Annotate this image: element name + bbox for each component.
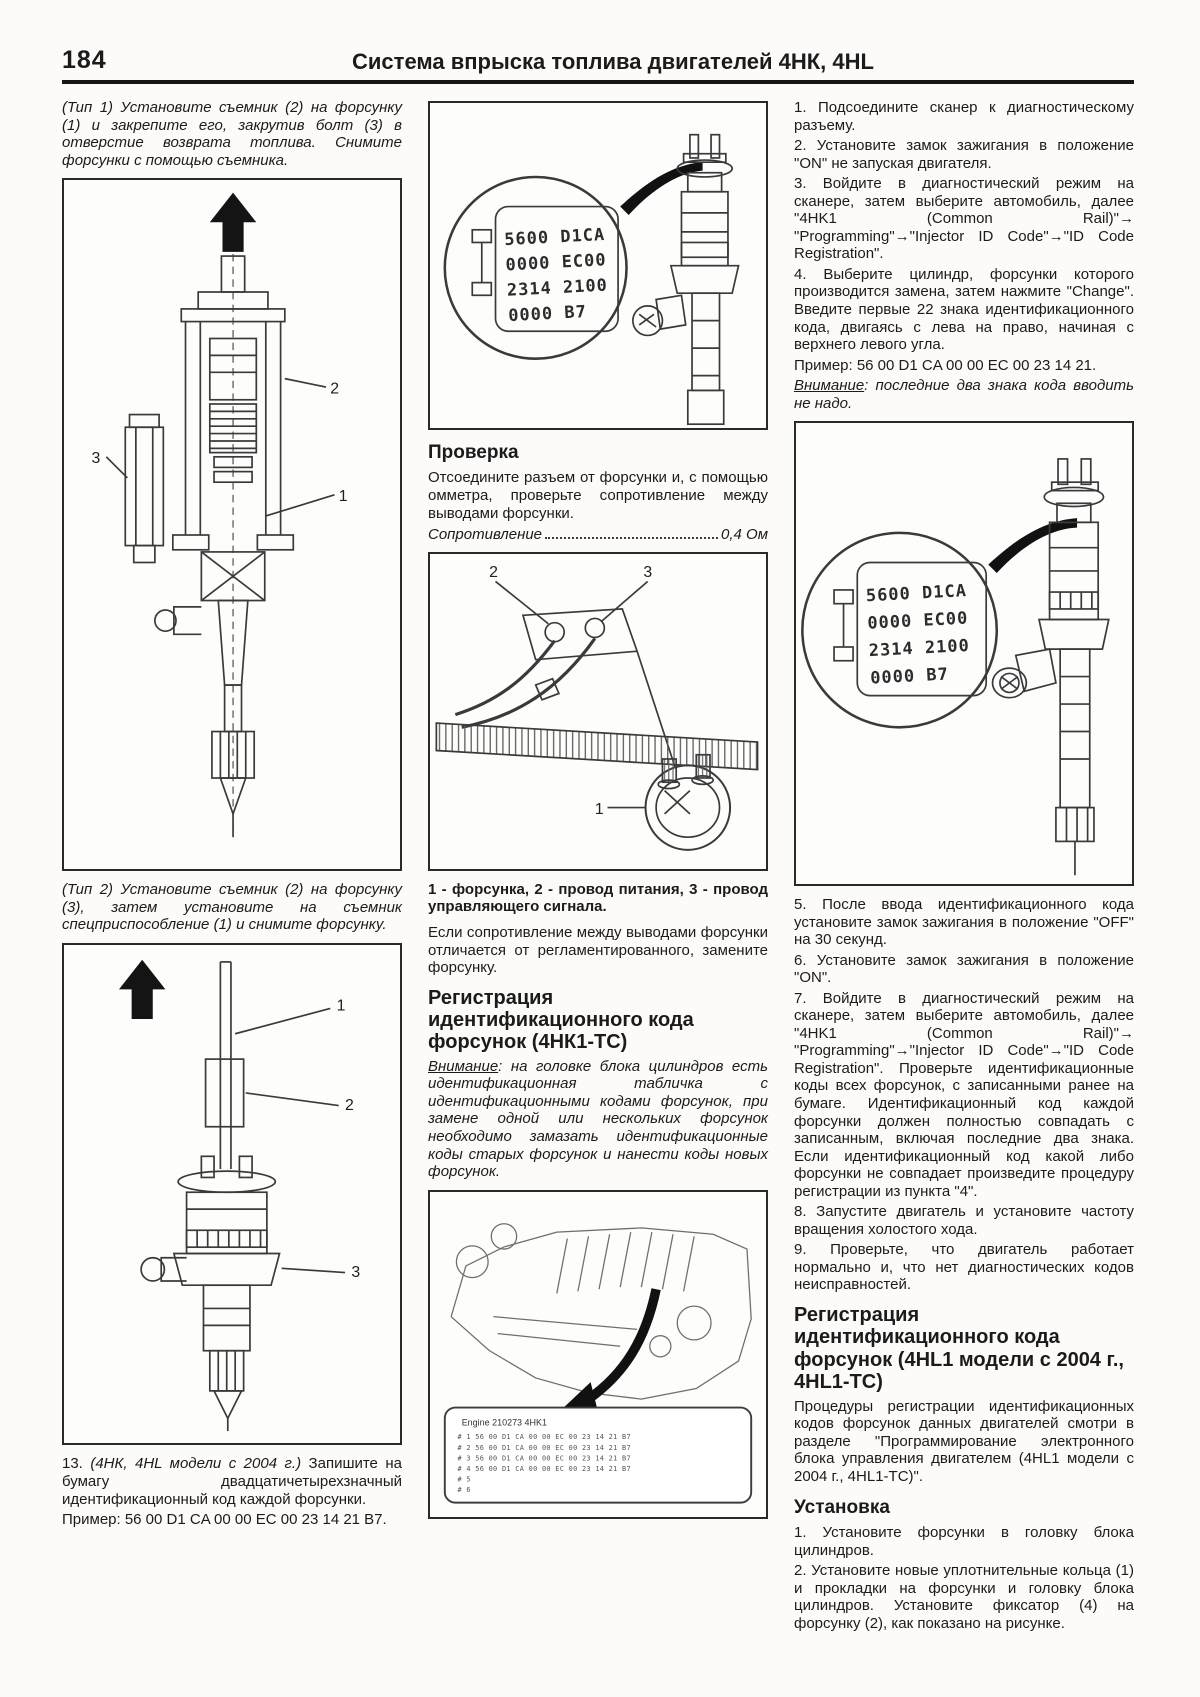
- column-left: [62, 99, 402, 1636]
- id-code-line: 5600 D1CA: [865, 580, 968, 606]
- id-code-line: 0000 B7: [869, 663, 950, 688]
- spec-value: 0,4 Ом: [721, 526, 768, 544]
- figure-label: 3: [643, 564, 653, 582]
- column-right: [794, 99, 1134, 1636]
- figure-id-code-magnifier-2: [794, 421, 1134, 886]
- figure-id-code-magnifier: [428, 101, 768, 430]
- registration-text: Процедуры регистрации идентификационных кодов форсунок данных двигателей смотри в разделе "Программирование электронного блока управления двигателем (4HL1 модели с 2004 г., 4HL1-TC)".: [794, 1397, 1134, 1485]
- step-paragraph: 9. Проверьте, что двигатель работает нормально и, что нет диагностических кодов неисправностей.: [794, 1241, 1134, 1294]
- step-paragraph: 4. Выберите цилиндр, форсунки которого производится замена, затем нажмите "Change". Введите первые 22 знака идентификационного кода, двигаясь с лева на право, начиная с верхнего левого угла.: [794, 265, 1134, 354]
- tip2-paragraph: (Тип 2) Установите съемник (2) на форсунку (3), затем установите на съемник спецприспособление (1) и снимите форсунку.: [62, 881, 402, 934]
- warning-text: : последние два знака кода вводить не надо.: [794, 377, 1134, 412]
- warning-paragraph: [428, 1058, 768, 1181]
- figure-injector-wiring: [428, 552, 768, 871]
- engine-plate-header: Engine 210273 4HK1: [461, 1417, 547, 1428]
- figure-label: 1: [336, 997, 346, 1015]
- step13-text: Запишите на бумагу двадцатичетырехзначный идентификационный код каждой форсунки.: [62, 1455, 402, 1508]
- step-paragraph: 8. Запустите двигатель и установите частоту вращения холостого хода.: [794, 1203, 1134, 1238]
- id-code-line: 0000 EC00: [866, 607, 969, 634]
- step13-models: (4НК, 4HL модели с 2004 г.): [90, 1455, 302, 1473]
- install-heading: Установка: [794, 1497, 890, 1519]
- warning-label: Внимание: [428, 1057, 499, 1075]
- page-title: Система впрыска топлива двигателей 4НК, 4HL: [352, 49, 874, 74]
- figure-engine-plate: [428, 1190, 768, 1519]
- callout-swoosh: [620, 162, 702, 215]
- content-columns: [62, 99, 1134, 1636]
- figure-label: 2: [489, 564, 498, 582]
- step-paragraph: 6. Установите замок зажигания в положение "ON".: [794, 951, 1134, 987]
- figure-label: 1: [594, 800, 604, 818]
- page-header: [62, 46, 1134, 84]
- example-paragraph: Пример: 56 00 D1 CA 00 00 EC 00 23 14 21.: [794, 356, 1097, 374]
- check-paragraph: Отсоедините разъем от форсунки и, с помощью омметра, проверьте сопротивление между выводами форсунки.: [428, 469, 768, 522]
- id-code-line: 2314 2100: [868, 635, 971, 661]
- figure-label: 1: [338, 488, 348, 506]
- id-code-magnifier-illustration: [430, 103, 766, 428]
- arrow-up-icon: [210, 193, 256, 252]
- engine-plate-row: # 5: [457, 1475, 471, 1484]
- install-step-paragraph: 1. Установите форсунки в головку блока цилиндров.: [794, 1524, 1134, 1559]
- engine-plate-illustration: [430, 1192, 766, 1517]
- engine-plate-row: # 1 56 00 D1 CA 00 00 EC 00 23 14 21 B7: [457, 1432, 631, 1441]
- engine-plate-row: # 6: [457, 1485, 471, 1494]
- registration-heading-4hk1: Регистрация идентификационного кода форсунок (4НК1-ТС): [428, 986, 694, 1054]
- column-middle: [428, 99, 768, 1636]
- arrow-up-icon: [119, 960, 165, 1019]
- wiring-caption: 1 - форсунка, 2 - провод питания, 3 - провод управляющего сигнала.: [428, 880, 768, 916]
- figure-label: 2: [345, 1096, 354, 1114]
- step-paragraph: 3. Войдите в диагностический режим на сканере, затем выберите автомобиль, далее "4HK1 (Common Rail)"→ "Programming"→"Injector ID Code"→"ID Code Registration".: [794, 175, 1134, 263]
- injector-type2-illustration: [64, 945, 400, 1444]
- step13-paragraph: [62, 1455, 402, 1508]
- step-paragraph: 7. Войдите в диагностический режим на сканере, затем выберите автомобиль, далее "4HK1 (Common Rail)"→ "Programming"→"Injector ID Code"→"ID Code Registration". Проверьте идентификационные коды всех форсунок, с записанными ранее на бумаге. Идентификационный код каждой форсунки должен полностью совпадать с записанным, включая последние два знака. Если идентификационный код какой либо форсунки не совпадает произведите процедуру регистрации из пункта "4".: [794, 989, 1134, 1200]
- id-code-line: 0000 B7: [507, 301, 588, 326]
- resistance-note-paragraph: Если сопротивление между выводами форсунки отличается от регламентированного, замените форсунку.: [428, 924, 768, 977]
- check-heading: Проверка: [428, 442, 519, 464]
- warning-paragraph: [794, 377, 1134, 412]
- step13-example: Пример: 56 00 D1 CA 00 00 EC 00 23 14 21 В7.: [62, 1511, 387, 1529]
- callout-swoosh: [988, 518, 1077, 573]
- figure-injector-type2: [62, 943, 402, 1446]
- injector-type1-illustration: [64, 180, 400, 869]
- install-step-paragraph: 2. Установите новые уплотнительные кольца (1) и прокладки на форсунки и головку блока цилиндров. Установите фиксатор (4) на форсунку (2), как показано на рисунке.: [794, 1562, 1134, 1633]
- engine-plate-row: # 2 56 00 D1 CA 00 00 EC 00 23 14 21 B7: [457, 1443, 631, 1452]
- id-code-line: 5600 D1CA: [503, 223, 606, 250]
- id-code-line: 0000 EC00: [505, 249, 608, 275]
- dot-leader: [545, 537, 718, 539]
- step13-number: 13.: [62, 1455, 91, 1473]
- page-number: 184: [62, 46, 107, 74]
- engine-plate-row: # 4 56 00 D1 CA 00 00 EC 00 23 14 21 B7: [457, 1464, 631, 1473]
- tip1-paragraph: (Тип 1) Установите съемник (2) на форсунку (1) и закрепите его, закрутив болт (3) в отверстие возврата топлива. Снимите форсунки с помощью съемника.: [62, 99, 402, 169]
- figure-label: 3: [351, 1263, 361, 1281]
- warning-text: : на головке блока цилиндров есть идентификационная табличка с идентификационными кодами форсунок, при замене одной или нескольких форсунок необходимо замазать идентификационные коды старых форсунок и нанести коды новых форсунок.: [428, 1057, 768, 1181]
- registration-heading-4hl1: Регистрация идентификационного кода форсунок (4HL1 модели с 2004 г., 4HL1-TC): [794, 1304, 1124, 1394]
- engine-plate-row: # 3 56 00 D1 CA 00 00 EC 00 23 14 21 B7: [457, 1454, 631, 1463]
- step-paragraph: 2. Установите замок зажигания в положение "ON" не запуская двигателя.: [794, 137, 1134, 172]
- figure-label: 2: [330, 380, 340, 398]
- warning-label: Внимание: [794, 377, 865, 395]
- injector-wiring-illustration: [430, 554, 766, 869]
- figure-label: 3: [91, 450, 101, 468]
- step-paragraph: 1. Подсоедините сканер к диагностическому разъему.: [794, 99, 1134, 134]
- id-code-magnifier-illustration-2: [796, 423, 1132, 884]
- resistance-spec-row: [428, 526, 768, 543]
- spec-label: Сопротивление: [428, 526, 543, 544]
- id-code-line: 2314 2100: [506, 274, 609, 300]
- figure-injector-type1: [62, 178, 402, 871]
- step-paragraph: 5. После ввода идентификационного кода установите замок зажигания в положение "OFF" на 30 секунд.: [794, 895, 1134, 949]
